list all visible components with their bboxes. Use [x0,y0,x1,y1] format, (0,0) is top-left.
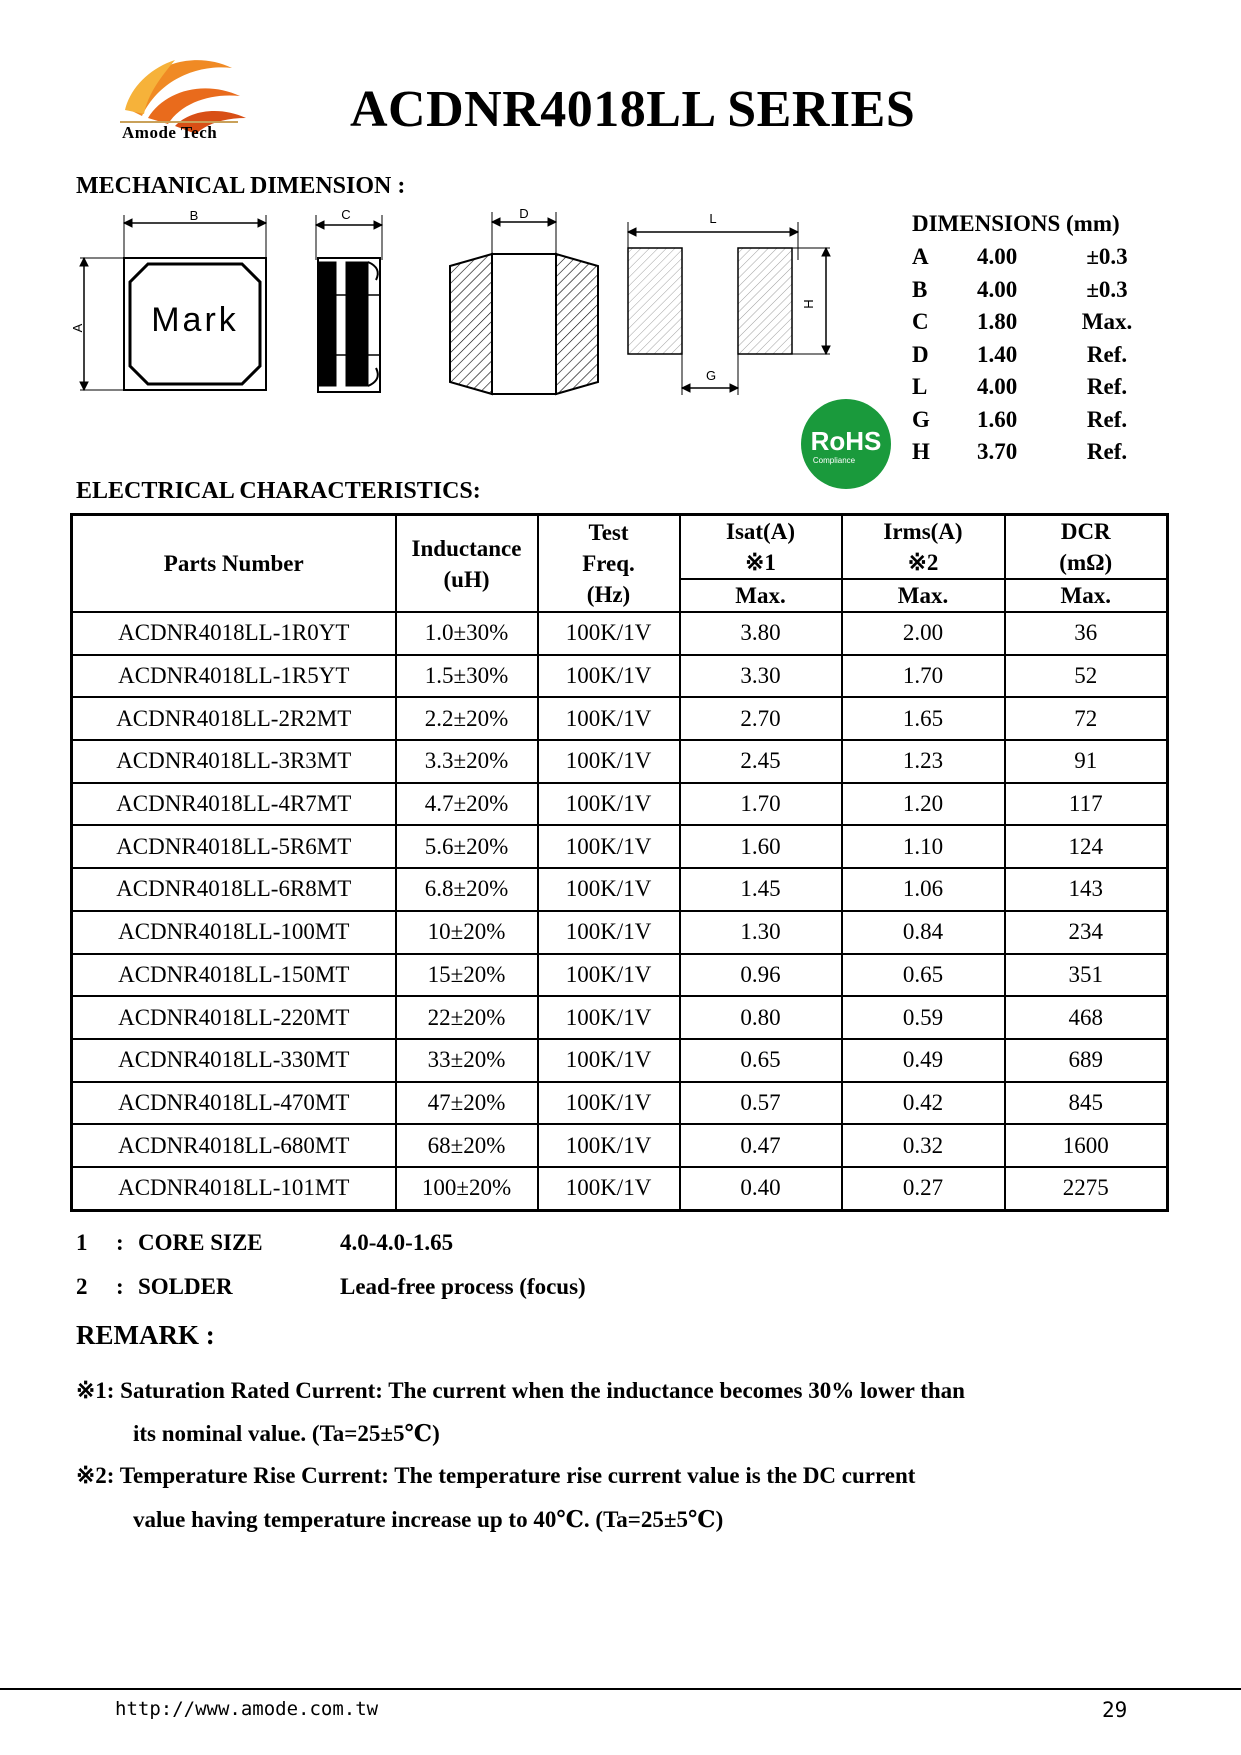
table-row [72,1167,1168,1210]
remark-line: ※1: Saturation Rated Current: The current when the inductance becomes 30% lower than [76,1378,965,1403]
table-row [72,740,1168,783]
cell-isat: 0.47 [680,1124,842,1167]
side-view-c [316,215,382,392]
note-colon: : [116,1230,124,1255]
dimension-value: 4.00 [977,374,1018,400]
cell-irms: 0.32 [842,1124,1005,1167]
dimension-tolerance: ±0.3 [1086,276,1128,302]
dimension-key: L [912,374,928,400]
cell-irms: 0.27 [842,1167,1005,1210]
table-header-row [72,515,1168,580]
dimension-key: A [912,244,929,270]
cell-isat: 0.96 [680,954,842,997]
mechanical-dimension-heading: MECHANICAL DIMENSION : [76,173,406,199]
cell-isat: 3.80 [680,612,842,655]
cell-inductance: 1.5±30% [396,655,538,698]
table-row [72,911,1168,954]
cell-isat: 0.57 [680,1082,842,1125]
dimension-tolerance: Ref. [1086,341,1128,367]
cell-part-number: ACDNR4018LL-100MT [72,911,396,954]
dimension-key: H [912,439,930,465]
cell-dcr: 845 [1005,1082,1168,1125]
cell-inductance: 1.0±30% [396,612,538,655]
cell-isat: 1.60 [680,825,842,868]
cell-part-number: ACDNR4018LL-4R7MT [72,783,396,826]
header-inductance: Inductance (uH) [396,515,538,613]
cell-irms: 1.23 [842,740,1005,783]
cell-inductance: 22±20% [396,996,538,1039]
dimension-key: D [912,341,929,367]
dimension-key: G [912,406,930,432]
cell-isat: 3.30 [680,655,842,698]
cell-inductance: 10±20% [396,911,538,954]
label-g: G [705,368,717,383]
cell-dcr: 72 [1005,697,1168,740]
dimension-value: 1.40 [977,341,1018,367]
header-test-freq: Test Freq. (Hz) [538,515,680,613]
cell-dcr: 91 [1005,740,1168,783]
label-d: D [519,206,529,221]
footer-divider [0,1688,1241,1690]
label-b: B [189,208,199,223]
cell-irms: 0.49 [842,1039,1005,1082]
label-h: H [801,299,816,309]
cell-isat: 0.40 [680,1167,842,1210]
cell-part-number: ACDNR4018LL-5R6MT [72,825,396,868]
table-row [72,1082,1168,1125]
cell-inductance: 68±20% [396,1124,538,1167]
dimensions-title: DIMENSIONS (mm) [912,211,1120,236]
cell-isat: 1.45 [680,868,842,911]
dimension-value: 4.00 [977,244,1018,270]
label-a: A [70,323,85,333]
cell-test-freq: 100K/1V [538,911,680,954]
cell-irms: 1.70 [842,655,1005,698]
cell-dcr: 1600 [1005,1124,1168,1167]
dimension-tolerance: Ref. [1086,374,1128,400]
cell-irms: 1.65 [842,697,1005,740]
note-number: 1 [76,1230,88,1255]
cell-test-freq: 100K/1V [538,1039,680,1082]
cell-inductance: 2.2±20% [396,697,538,740]
cell-irms: 1.20 [842,783,1005,826]
cell-test-freq: 100K/1V [538,996,680,1039]
header-dcr-max: Max. [1005,579,1168,612]
cell-test-freq: 100K/1V [538,868,680,911]
cell-isat: 0.80 [680,996,842,1039]
cell-dcr: 351 [1005,954,1168,997]
cell-test-freq: 100K/1V [538,697,680,740]
cell-dcr: 36 [1005,612,1168,655]
electrical-characteristics-heading: ELECTRICAL CHARACTERISTICS: [76,478,481,504]
header-isat-max: Max. [680,579,842,612]
dimension-value: 1.60 [977,406,1018,432]
cell-dcr: 52 [1005,655,1168,698]
side-view-d [450,212,598,394]
header-part-number: Parts Number [72,515,396,613]
footer-url: http://www.amode.com.tw [115,1698,379,1720]
cell-test-freq: 100K/1V [538,655,680,698]
cell-inductance: 100±20% [396,1167,538,1210]
table-row [72,612,1168,655]
cell-dcr: 689 [1005,1039,1168,1082]
dimension-value: 1.80 [977,309,1018,335]
table-row [72,825,1168,868]
note-value: Lead-free process (focus) [340,1274,586,1299]
remark-heading: REMARK : [76,1320,215,1350]
table-row [72,954,1168,997]
cell-isat: 1.30 [680,911,842,954]
electrical-table [70,513,1169,1212]
dimension-tolerance: Ref. [1086,406,1128,432]
remark-line: value having temperature increase up to 40℃. (Ta=25±5℃) [133,1507,724,1532]
cell-test-freq: 100K/1V [538,954,680,997]
dimension-key: C [912,309,929,335]
cell-part-number: ACDNR4018LL-680MT [72,1124,396,1167]
logo-text: Amode Tech [122,123,218,142]
cell-test-freq: 100K/1V [538,783,680,826]
table-row [72,783,1168,826]
cell-part-number: ACDNR4018LL-330MT [72,1039,396,1082]
cell-test-freq: 100K/1V [538,1082,680,1125]
dimension-row [912,371,1147,404]
cell-part-number: ACDNR4018LL-6R8MT [72,868,396,911]
cell-dcr: 468 [1005,996,1168,1039]
cell-inductance: 33±20% [396,1039,538,1082]
cell-irms: 2.00 [842,612,1005,655]
cell-inductance: 6.8±20% [396,868,538,911]
cell-test-freq: 100K/1V [538,1167,680,1210]
cell-inductance: 3.3±20% [396,740,538,783]
rohs-sub: Compliance [812,456,856,465]
dimension-tolerance: Ref. [1086,439,1128,465]
page-number: 29 [1102,1698,1128,1722]
table-row [72,1124,1168,1167]
cell-dcr: 234 [1005,911,1168,954]
cell-part-number: ACDNR4018LL-1R0YT [72,612,396,655]
dimension-row [912,241,1147,274]
cell-part-number: ACDNR4018LL-101MT [72,1167,396,1210]
cell-dcr: 117 [1005,783,1168,826]
dimension-row [912,274,1147,307]
cell-part-number: ACDNR4018LL-3R3MT [72,740,396,783]
table-row [72,697,1168,740]
cell-part-number: ACDNR4018LL-150MT [72,954,396,997]
cell-irms: 1.06 [842,868,1005,911]
cell-inductance: 47±20% [396,1082,538,1125]
cell-irms: 0.59 [842,996,1005,1039]
dimension-row [912,339,1147,372]
cell-part-number: ACDNR4018LL-2R2MT [72,697,396,740]
header-irms-max: Max. [842,579,1005,612]
cell-isat: 1.70 [680,783,842,826]
cell-dcr: 143 [1005,868,1168,911]
table-row [72,655,1168,698]
cell-isat: 2.45 [680,740,842,783]
cell-dcr: 124 [1005,825,1168,868]
cell-test-freq: 100K/1V [538,612,680,655]
cell-irms: 0.65 [842,954,1005,997]
cell-inductance: 4.7±20% [396,783,538,826]
cell-irms: 1.10 [842,825,1005,868]
dimension-value: 4.00 [977,276,1018,302]
cell-part-number: ACDNR4018LL-1R5YT [72,655,396,698]
cell-irms: 0.42 [842,1082,1005,1125]
cell-inductance: 15±20% [396,954,538,997]
label-l: L [709,211,717,226]
label-c: C [341,207,351,222]
dimension-value: 3.70 [977,439,1018,465]
note-value: 4.0-4.0-1.65 [340,1230,454,1255]
table-row [72,1039,1168,1082]
cell-test-freq: 100K/1V [538,1124,680,1167]
remark-line: ※2: Temperature Rise Current: The temperature rise current value is the DC current [76,1463,916,1488]
mark-text: Mark [151,301,239,339]
page-title: ACDNR4018LL SERIES [350,81,916,138]
dimension-key: B [912,276,928,302]
note-label: CORE SIZE [138,1230,263,1255]
header-isat: Isat(A) ※1 [680,515,842,580]
dimensions-table [912,211,1147,469]
cell-dcr: 2275 [1005,1167,1168,1210]
cell-isat: 0.65 [680,1039,842,1082]
cell-part-number: ACDNR4018LL-220MT [72,996,396,1039]
note-label: SOLDER [138,1274,233,1299]
cell-inductance: 5.6±20% [396,825,538,868]
mechanical-drawing [70,200,838,405]
rohs-text: RoHS [810,426,882,456]
note-number: 2 [76,1274,88,1299]
header-dcr: DCR (mΩ) [1005,515,1168,580]
land-pattern-view [628,222,830,395]
dimension-tolerance: Max. [1081,309,1133,335]
note-colon: : [116,1274,124,1299]
table-row [72,996,1168,1039]
rohs-badge-icon [800,398,892,490]
cell-test-freq: 100K/1V [538,825,680,868]
dimension-tolerance: ±0.3 [1086,244,1128,270]
cell-part-number: ACDNR4018LL-470MT [72,1082,396,1125]
dimension-row [912,306,1147,339]
header-irms: Irms(A) ※2 [842,515,1005,580]
cell-irms: 0.84 [842,911,1005,954]
cell-isat: 2.70 [680,697,842,740]
table-row [72,868,1168,911]
cell-test-freq: 100K/1V [538,740,680,783]
remark-line: its nominal value. (Ta=25±5℃) [133,1421,440,1446]
dimension-row [912,404,1147,437]
dimension-row [912,436,1147,469]
